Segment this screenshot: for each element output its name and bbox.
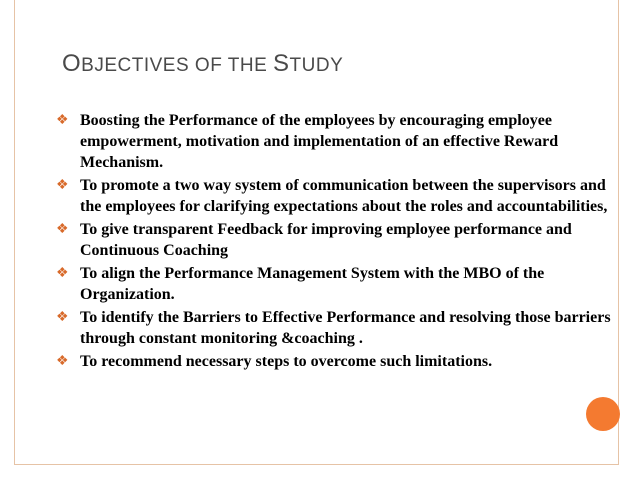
bullet-text: Boosting the Performance of the employees by encouraging employee empowerment, motivation and implementation of an effective Reward Mechanism. [80,112,559,171]
bullet-item [56,219,612,261]
bullet-text: To recommend necessary steps to overcome such limitations. [80,353,493,370]
bullet-item [56,110,612,173]
bullet-item [56,307,612,349]
slide-title [62,50,343,78]
bullet-text: To identify the Barriers to Effective Performance and resolving those barriers through constant monitoring &coaching . [80,309,611,347]
diamond-bullet-icon: ❖ [56,266,69,281]
bullet-text: To promote a two way system of communication between the supervisors and the employees for clarifying expectations about the roles and accountabilities, [80,177,608,215]
diamond-bullet-icon: ❖ [56,178,69,193]
diamond-bullet-icon: ❖ [56,113,69,128]
title-part: O [62,50,82,77]
accent-circle [586,397,620,431]
bullet-text: To give transparent Feedback for improving employee performance and Continuous Coaching [80,221,572,259]
diamond-bullet-icon: ❖ [56,222,69,237]
diamond-bullet-icon: ❖ [56,354,69,369]
bullet-item [56,175,612,217]
title-part: S [273,50,290,77]
diamond-bullet-icon: ❖ [56,310,69,325]
title-part: TUDY [289,55,344,76]
bullet-list [56,110,612,374]
bullet-text: To align the Performance Management System with the MBO of the Organization. [80,265,545,303]
bullet-item [56,351,612,372]
bullet-item [56,263,612,305]
title-part: BJECTIVES OF THE [81,55,274,76]
